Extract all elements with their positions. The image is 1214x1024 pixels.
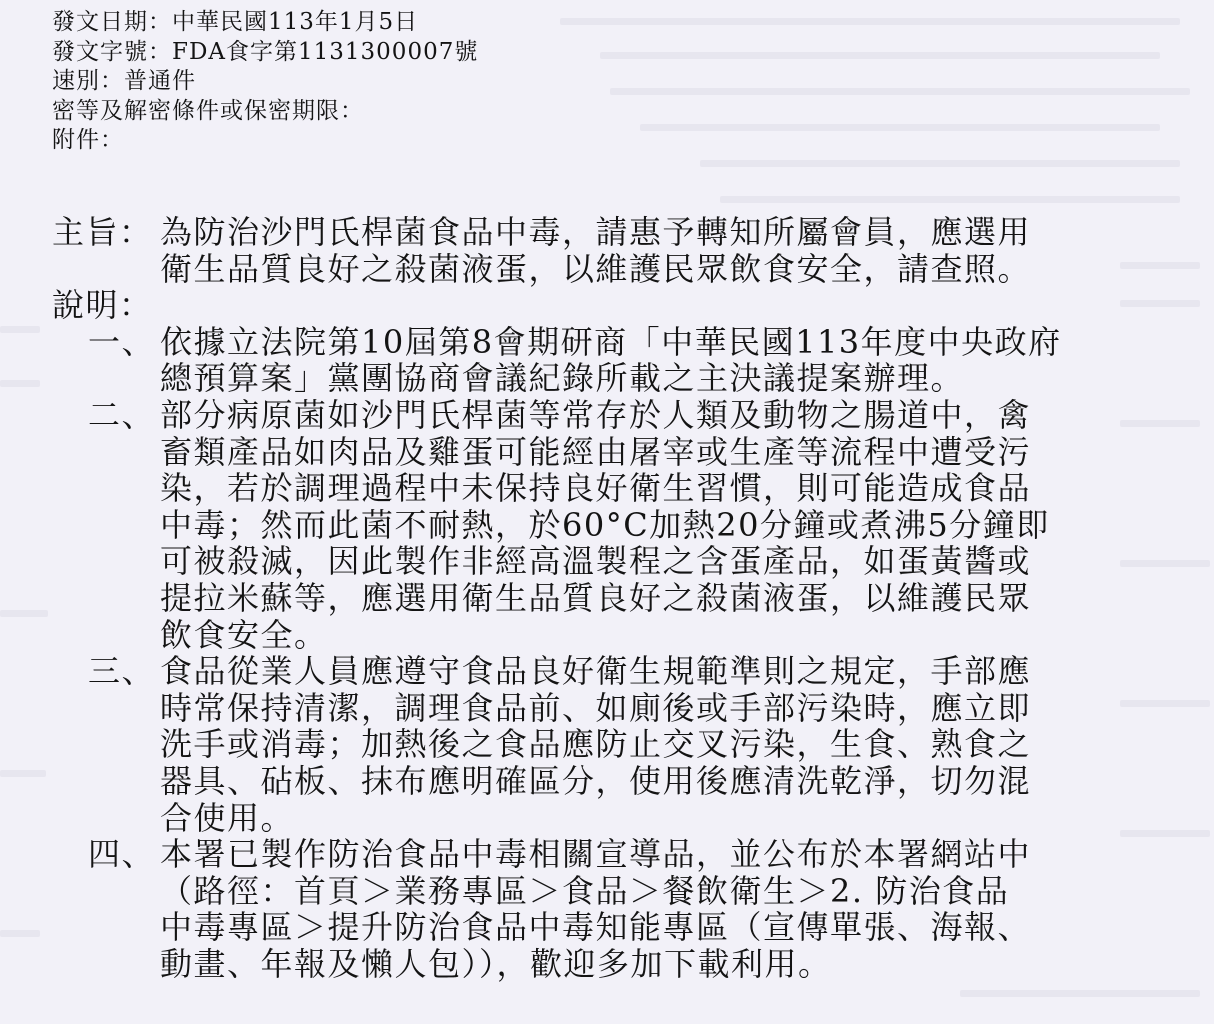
secrecy-label: 密等及解密條件或保密期限： xyxy=(52,97,364,124)
item-line: 洗手或消毒；加熱後之食品應防止交叉污染，生食、熟食之 xyxy=(160,725,1032,764)
attachment-label: 附件： xyxy=(52,127,124,153)
document-number-row xyxy=(52,38,478,68)
attachment-row xyxy=(52,126,478,156)
item-line: 食品從業人員應遵守食品良好衛生規範準則之規定，手部應 xyxy=(160,652,1032,691)
item-number: 二、 xyxy=(88,395,156,434)
subject-section xyxy=(52,214,1132,287)
subject-label: 主旨： xyxy=(52,213,153,251)
explanation-label: 說明： xyxy=(52,286,153,325)
document-body xyxy=(52,214,1132,982)
issue-date-row xyxy=(52,8,478,38)
item-number: 一、 xyxy=(88,322,156,361)
item-line: 部分病原菌如沙門氏桿菌等常存於人類及動物之腸道中，禽 xyxy=(160,395,1032,434)
issue-date-value: 中華民國113年1月5日 xyxy=(172,9,419,35)
item-line: 合使用。 xyxy=(160,798,295,837)
item-line: 時常保持清潔，調理食品前、如廁後或手部污染時，應立即 xyxy=(160,688,1032,727)
item-line: 器具、砧板、抹布應明確區分，使用後應清洗乾淨，切勿混 xyxy=(160,761,1032,800)
item-line: 中毒專區＞提升防治食品中毒知能專區（宣傳單張、海報、 xyxy=(160,908,1032,947)
item-number: 四、 xyxy=(88,835,156,874)
item-line: 總預算案」黨團協商會議紀錄所載之主決議提案辦理。 xyxy=(160,359,965,398)
item-line: 飲食安全。 xyxy=(160,615,328,654)
document-number-label: 發文字號： xyxy=(52,38,172,65)
item-line: 可被殺滅，因此製作非經高溫製程之含蛋產品，如蛋黃醬或 xyxy=(160,542,1032,581)
secrecy-row xyxy=(52,97,478,127)
explanation-item-3 xyxy=(52,653,1132,836)
subject-line: 為防治沙門氏桿菌食品中毒，請惠予轉知所屬會員，應選用 xyxy=(160,213,1032,251)
subject-line: 衛生品質良好之殺菌液蛋，以維護民眾飲食安全，請查照。 xyxy=(160,249,1032,288)
item-line: 提拉米蘇等，應選用衛生品質良好之殺菌液蛋，以維護民眾 xyxy=(160,578,1032,617)
item-line: 依據立法院第10屆第8會期研商「中華民國113年度中央政府 xyxy=(160,322,1062,361)
document-header xyxy=(52,8,478,156)
item-line: 中毒；然而此菌不耐熱，於60°C加熱20分鐘或煮沸5分鐘即 xyxy=(160,505,1050,544)
speed-value: 普通件 xyxy=(124,68,196,94)
item-line: 染，若於調理過程中未保持良好衛生習慣，則可能造成食品 xyxy=(160,469,1032,508)
explanation-item-2 xyxy=(52,397,1132,653)
document-number-value: FDA食字第1131300007號 xyxy=(172,38,479,65)
explanation-item-4 xyxy=(52,836,1132,982)
item-line: 畜類產品如肉品及雞蛋可能經由屠宰或生產等流程中遭受污 xyxy=(160,432,1032,471)
issue-date-label: 發文日期： xyxy=(52,9,172,35)
item-line: 動畫、年報及懶人包）），歡迎多加下載利用。 xyxy=(160,944,832,983)
speed-label: 速別： xyxy=(52,68,124,94)
explanation-item-1 xyxy=(52,324,1132,397)
item-line: 本署已製作防治食品中毒相關宣導品，並公布於本署網站中 xyxy=(160,835,1032,874)
item-number: 三、 xyxy=(88,652,156,691)
item-line: （路徑：首頁＞業務專區＞食品＞餐飲衛生＞2. 防治食品 xyxy=(160,871,1010,910)
speed-row xyxy=(52,67,478,97)
